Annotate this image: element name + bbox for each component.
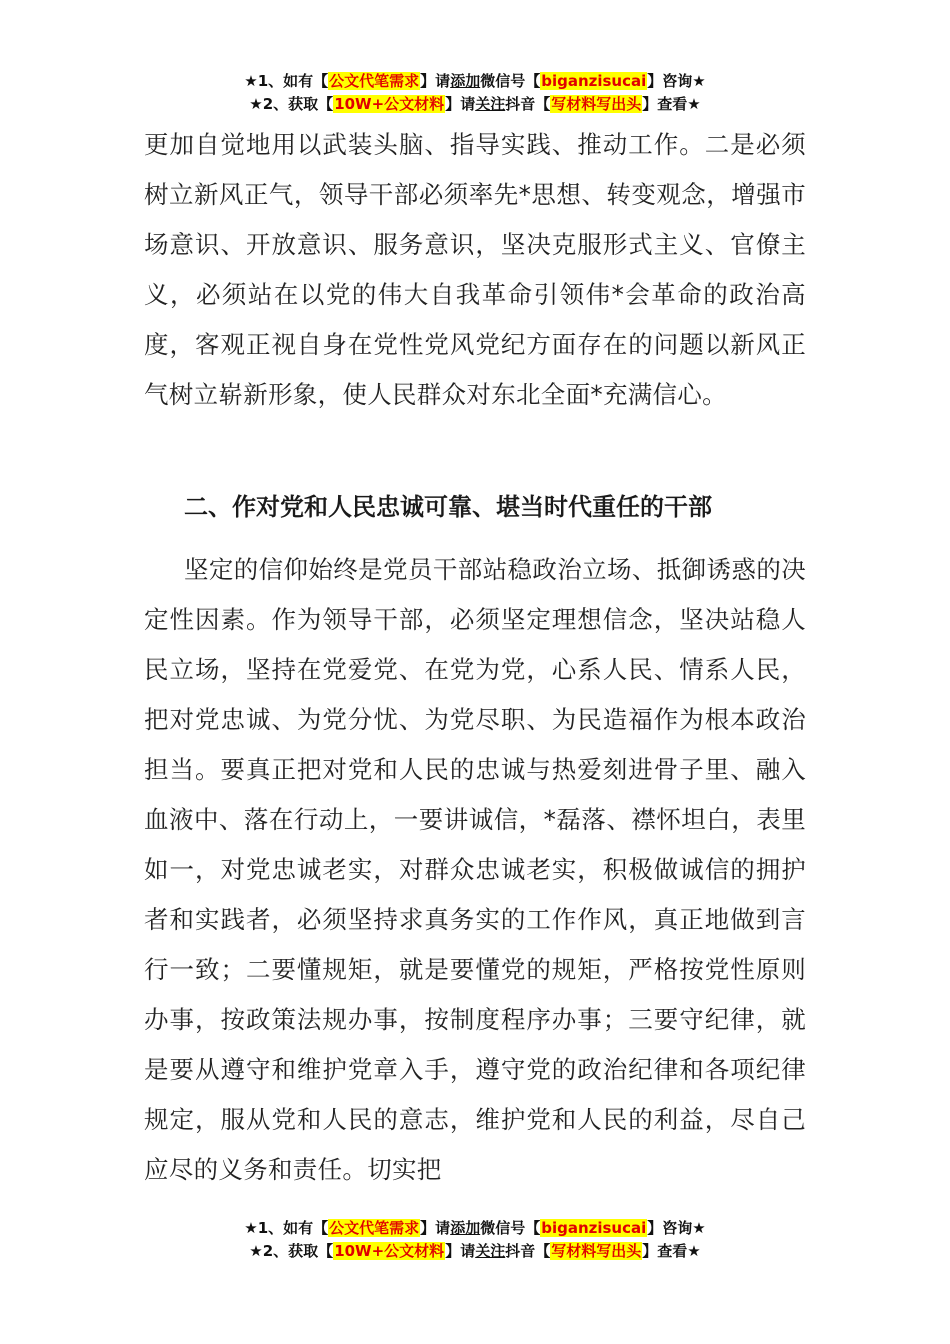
- banner-text: ★2、获取【: [249, 95, 334, 113]
- banner-text: 】请: [420, 1219, 451, 1237]
- section-heading: 二、作对党和人民忠诚可靠、堪当时代重任的干部: [184, 493, 712, 521]
- highlight-service: 公文代笔需求: [329, 72, 420, 90]
- highlight-wechat-id: biganzisucai: [541, 72, 647, 90]
- banner-text: 】查看★: [642, 1242, 701, 1260]
- highlight-douyin: 写材料写出头: [551, 95, 642, 113]
- highlight-materials: 10W+公文材料: [334, 1242, 445, 1260]
- footer-banner: [0, 1217, 950, 1263]
- banner-emphasis: 添加: [450, 72, 481, 90]
- banner-text: 】查看★: [642, 95, 701, 113]
- banner-text: 抖音【: [505, 95, 551, 113]
- banner-text: 抖音【: [505, 1242, 551, 1260]
- banner-text: 】请: [420, 72, 451, 90]
- banner-text: ★1、如有【: [244, 72, 329, 90]
- banner-text: 】咨询★: [647, 72, 706, 90]
- banner-text: ★1、如有【: [244, 1219, 329, 1237]
- paragraph-2: 坚定的信仰始终是党员干部站稳政治立场、抵御诱惑的决定性因素。作为领导干部，必须坚定理想信念，坚决站稳人民立场，坚持在党爱党、在党为党，心系人民、情系人民，把对党忠诚、为党分忧、为党尽职、为民造福作为根本政治担当。要真正把对党和人民的忠诚与热爱刻进骨子里、融入血液中、落在行动上，一要讲诚信，*磊落、襟怀坦白，表里如一，对党忠诚老实，对群众忠诚老实，积极做诚信的拥护者和实践者，必须坚持求真务实的工作作风，真正地做到言行一致；二要懂规矩，就是要懂党的规矩，严格按党性原则办事，按政策法规办事，按制度程序办事；三要守纪律，就是要从遵守和维护党章入手，遵守党的政治纪律和各项纪律规定，服从党和人民的意志，维护党和人民的利益，尽自己应尽的义务和责任。切实把: [144, 555, 806, 1184]
- banner-text: 】咨询★: [647, 1219, 706, 1237]
- banner-line-2: [0, 1240, 950, 1263]
- banner-line-1: [0, 1217, 950, 1240]
- banner-line-2: [0, 93, 950, 116]
- banner-text: ★2、获取【: [249, 1242, 334, 1260]
- highlight-douyin: 写材料写出头: [551, 1242, 642, 1260]
- banner-text: 微信号【: [480, 1219, 541, 1237]
- highlight-materials: 10W+公文材料: [334, 95, 445, 113]
- highlight-service: 公文代笔需求: [329, 1219, 420, 1237]
- paragraph-1: 更加自觉地用以武装头脑、指导实践、推动工作。二是必须树立新风正气，领导干部必须率先*思想、转变观念，增强市场意识、开放意识、服务意识，坚决克服形式主义、官僚主义，必须站在以党的伟大自我革命引领伟*会革命的政治高度，客观正视自身在党性党风党纪方面存在的问题以新风正气树立崭新形象，使人民群众对东北全面*充满信心。: [144, 130, 806, 409]
- banner-line-1: [0, 70, 950, 93]
- highlight-wechat-id: biganzisucai: [541, 1219, 647, 1237]
- banner-emphasis: 添加: [450, 1219, 481, 1237]
- banner-text: 】请: [445, 95, 476, 113]
- banner-text: 微信号【: [480, 72, 541, 90]
- banner-emphasis: 关注: [475, 95, 506, 113]
- header-banner: [0, 70, 950, 116]
- banner-emphasis: 关注: [475, 1242, 506, 1260]
- banner-text: 】请: [445, 1242, 476, 1260]
